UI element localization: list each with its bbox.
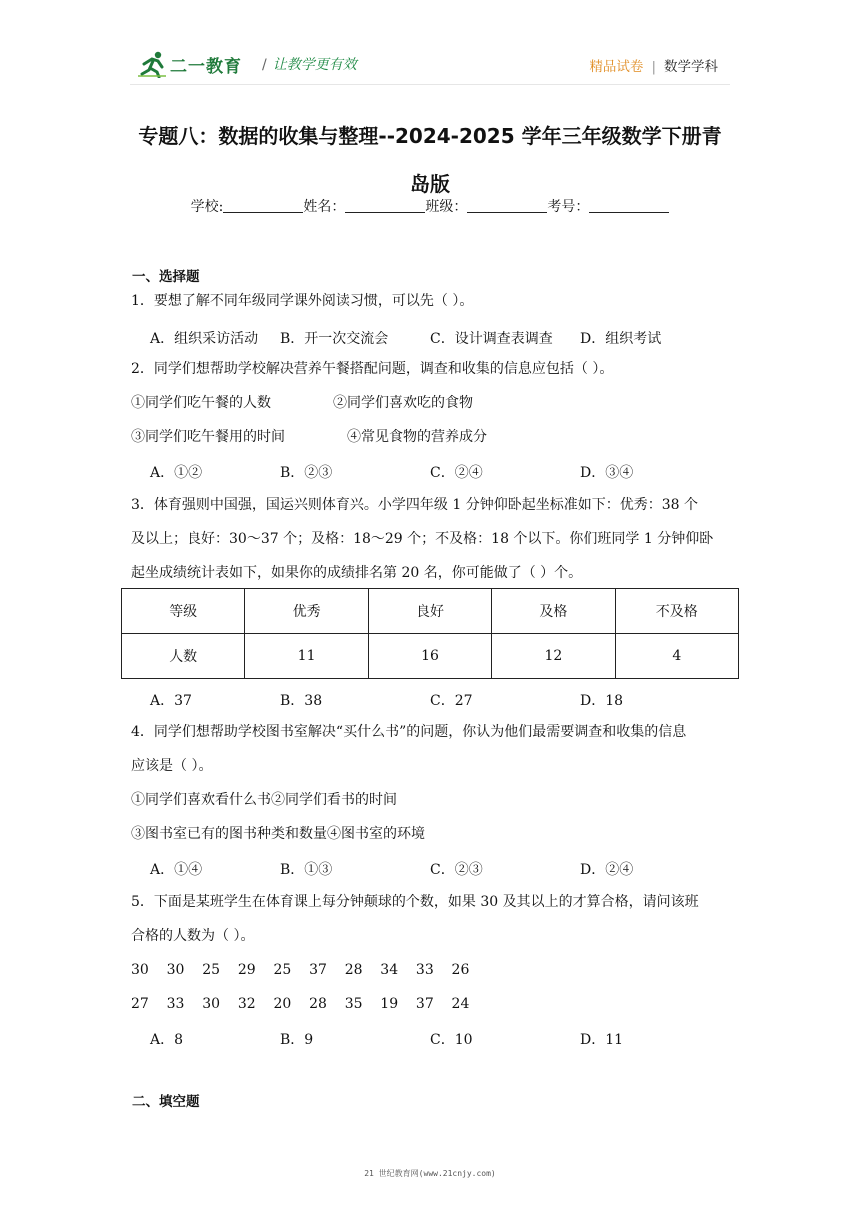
- option-c[interactable]: C．②④: [430, 465, 483, 481]
- option-d[interactable]: D．11: [580, 1032, 624, 1048]
- section-heading: 一、选择题: [132, 269, 200, 285]
- table-row: [122, 589, 739, 634]
- option-b[interactable]: B．①③: [280, 862, 333, 878]
- table-row: [122, 634, 739, 679]
- slogan: / 让教学更有效: [262, 57, 357, 73]
- header-subject: 数学学科: [664, 59, 718, 75]
- option-d[interactable]: D．18: [580, 693, 624, 709]
- question-stem: 合格的人数为（ ）。: [131, 928, 255, 944]
- footer: 21 世纪教育网(www.21cnjy.com): [364, 1169, 496, 1178]
- header-divider: [130, 84, 730, 85]
- question-stem: 应该是（ ）。: [131, 758, 213, 774]
- option-d[interactable]: D．②④: [580, 862, 634, 878]
- option-c[interactable]: C．②③: [430, 862, 483, 878]
- table-cell: 4: [615, 634, 738, 679]
- option-b[interactable]: B．38: [280, 693, 323, 709]
- question-stem: 及以上；良好：30～37 个；及格：18～29 个；不及格：18 个以下。你们班同学 1 分钟仰卧: [131, 531, 714, 547]
- question-stem: 起坐成绩统计表如下，如果你的成绩排名第 20 名，你可能做了（ ）个。: [131, 565, 583, 581]
- option-c[interactable]: C．10: [430, 1032, 473, 1048]
- list-item: ②同学们喜欢吃的食物: [333, 395, 473, 411]
- option-b[interactable]: B．②③: [280, 465, 333, 481]
- data-row: 27 33 30 32 20 28 35 19 37 24: [131, 996, 470, 1012]
- runner-logo-icon: [136, 50, 168, 78]
- table-cell: 不及格: [615, 589, 738, 634]
- school-blank[interactable]: [223, 198, 303, 213]
- data-row: 30 30 25 29 25 37 28 34 33 26: [131, 962, 470, 978]
- option-a[interactable]: A．①④: [150, 862, 203, 878]
- question-stem: 1．要想了解不同年级同学课外阅读习惯，可以先（ ）。: [131, 293, 474, 309]
- header-tag: 精品试卷: [589, 59, 644, 75]
- table-cell: 人数: [122, 634, 245, 679]
- score-table: [121, 588, 739, 679]
- option-c[interactable]: C．27: [430, 693, 473, 709]
- header-tags: 精品试卷 | 数学学科: [589, 59, 718, 75]
- option-c[interactable]: C．设计调查表调查: [430, 331, 553, 347]
- question-stem: 3．体育强则中国强，国运兴则体育兴。小学四年级 1 分钟仰卧起坐标准如下：优秀：38 个: [131, 497, 698, 513]
- option-a[interactable]: A．37: [150, 693, 192, 709]
- list-item: ③图书室已有的图书种类和数量④图书室的环境: [131, 826, 425, 842]
- list-item: ③同学们吃午餐用的时间: [131, 429, 285, 445]
- logo-text: 二一教育: [170, 57, 242, 77]
- table-cell: 12: [492, 634, 615, 679]
- exam-no-blank[interactable]: [589, 198, 669, 213]
- option-a[interactable]: A．8: [150, 1032, 184, 1048]
- table-cell: 优秀: [245, 589, 368, 634]
- table-cell: 及格: [492, 589, 615, 634]
- question-stem: 4．同学们想帮助学校图书室解决“买什么书”的问题，你认为他们最需要调查和收集的信息: [131, 724, 687, 740]
- page-title: 专题八：数据的收集与整理--2024-2025 学年三年级数学下册青 岛版: [138, 124, 722, 196]
- question-stem: 5．下面是某班学生在体育课上每分钟颠球的个数，如果 30 及其以上的才算合格，请问该班: [131, 894, 699, 910]
- option-d[interactable]: D．组织考试: [580, 331, 662, 347]
- table-cell: 16: [368, 634, 491, 679]
- class-blank[interactable]: [467, 198, 547, 213]
- student-info: 学校: 姓名： 班级： 考号：: [0, 196, 860, 216]
- option-a[interactable]: A．①②: [150, 465, 203, 481]
- table-cell: 等级: [122, 589, 245, 634]
- section-heading: 二、填空题: [132, 1094, 200, 1110]
- option-a[interactable]: A．组织采访活动: [150, 331, 259, 347]
- table-cell: 良好: [368, 589, 491, 634]
- option-b[interactable]: B．开一次交流会: [280, 331, 389, 347]
- table-cell: 11: [245, 634, 368, 679]
- question-stem: 2．同学们想帮助学校解决营养午餐搭配问题，调查和收集的信息应包括（ ）。: [131, 361, 614, 377]
- option-d[interactable]: D．③④: [580, 465, 634, 481]
- list-item: ④常见食物的营养成分: [347, 429, 487, 445]
- name-blank[interactable]: [345, 198, 425, 213]
- option-b[interactable]: B．9: [280, 1032, 314, 1048]
- list-item: ①同学们喜欢看什么书②同学们看书的时间: [131, 792, 397, 808]
- list-item: ①同学们吃午餐的人数: [131, 395, 271, 411]
